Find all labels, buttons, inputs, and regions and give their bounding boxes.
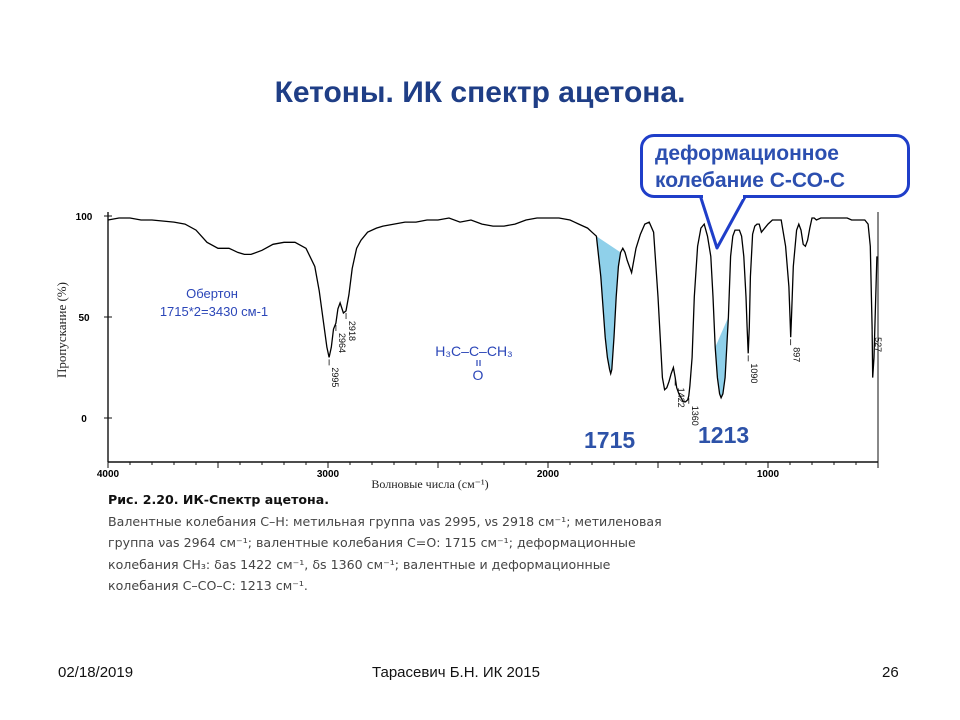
formula-bottom: O	[472, 367, 484, 383]
figure-caption	[108, 489, 808, 597]
callout-pointer	[700, 195, 746, 248]
footer-date: 02/18/2019	[58, 664, 134, 681]
x-tick-label: 2000	[536, 469, 560, 480]
x-tick-label: 3000	[316, 469, 340, 480]
caption-line-4: колебания С–СО–С: 1213 см⁻¹.	[108, 578, 308, 593]
callout-line-1: деформационное	[655, 142, 839, 165]
y-axis-title: Пропускание (%)	[54, 282, 69, 378]
peak-label-1422: 1422	[676, 387, 687, 408]
callout-pointer-mask	[703, 194, 743, 199]
peak-label-2995: 2995	[330, 367, 341, 388]
y-tick-label: 0	[81, 414, 87, 425]
caption-line-3: колебания СН₃: δas 1422 см⁻¹, δs 1360 см⁻¹; валентные и деформационные	[108, 556, 611, 572]
band-1715-fill	[596, 236, 620, 373]
caption-line-2: группа νas 2964 см⁻¹; валентные колебания С=О: 1715 см⁻¹; деформационные	[108, 535, 636, 550]
y-tick-label: 50	[78, 313, 90, 324]
peak-label-897: 897	[791, 347, 802, 363]
callout-ccoc	[640, 134, 910, 198]
overtone-formula: 1715*2=3430 см-1	[159, 304, 269, 319]
formula-top: H₃C–C–CH₃	[435, 343, 513, 359]
y-tick-label: 100	[75, 212, 93, 223]
peak-label-527: 527	[873, 337, 884, 353]
x-axis-title: Волновые числа (см⁻¹)	[371, 477, 489, 491]
footer-page-number: 26	[882, 664, 899, 681]
peak-label-2964: 2964	[336, 333, 347, 354]
peak-label-1360: 1360	[689, 405, 700, 426]
callout-line-2: колебание С-СО-С	[655, 169, 846, 192]
x-tick-label: 4000	[96, 469, 120, 480]
peak-label-2918: 2918	[347, 320, 358, 341]
band-label-1213: 1213	[698, 422, 750, 448]
band-label-1715: 1715	[584, 427, 636, 453]
peak-label-1090: 1090	[749, 363, 760, 384]
caption-figure-label: Рис. 2.20. ИК-Спектр ацетона.	[108, 492, 330, 507]
overtone-label: Обертон	[186, 286, 238, 301]
x-tick-label: 1000	[756, 469, 780, 480]
slide-title: Кетоны. ИК спектр ацетона.	[274, 76, 686, 109]
caption-line-1: Валентные колебания С–Н: метильная группа νas 2995, νs 2918 см⁻¹; метиленовая	[108, 513, 662, 529]
footer-author: Тарасевич Б.Н. ИК 2015	[372, 664, 540, 681]
